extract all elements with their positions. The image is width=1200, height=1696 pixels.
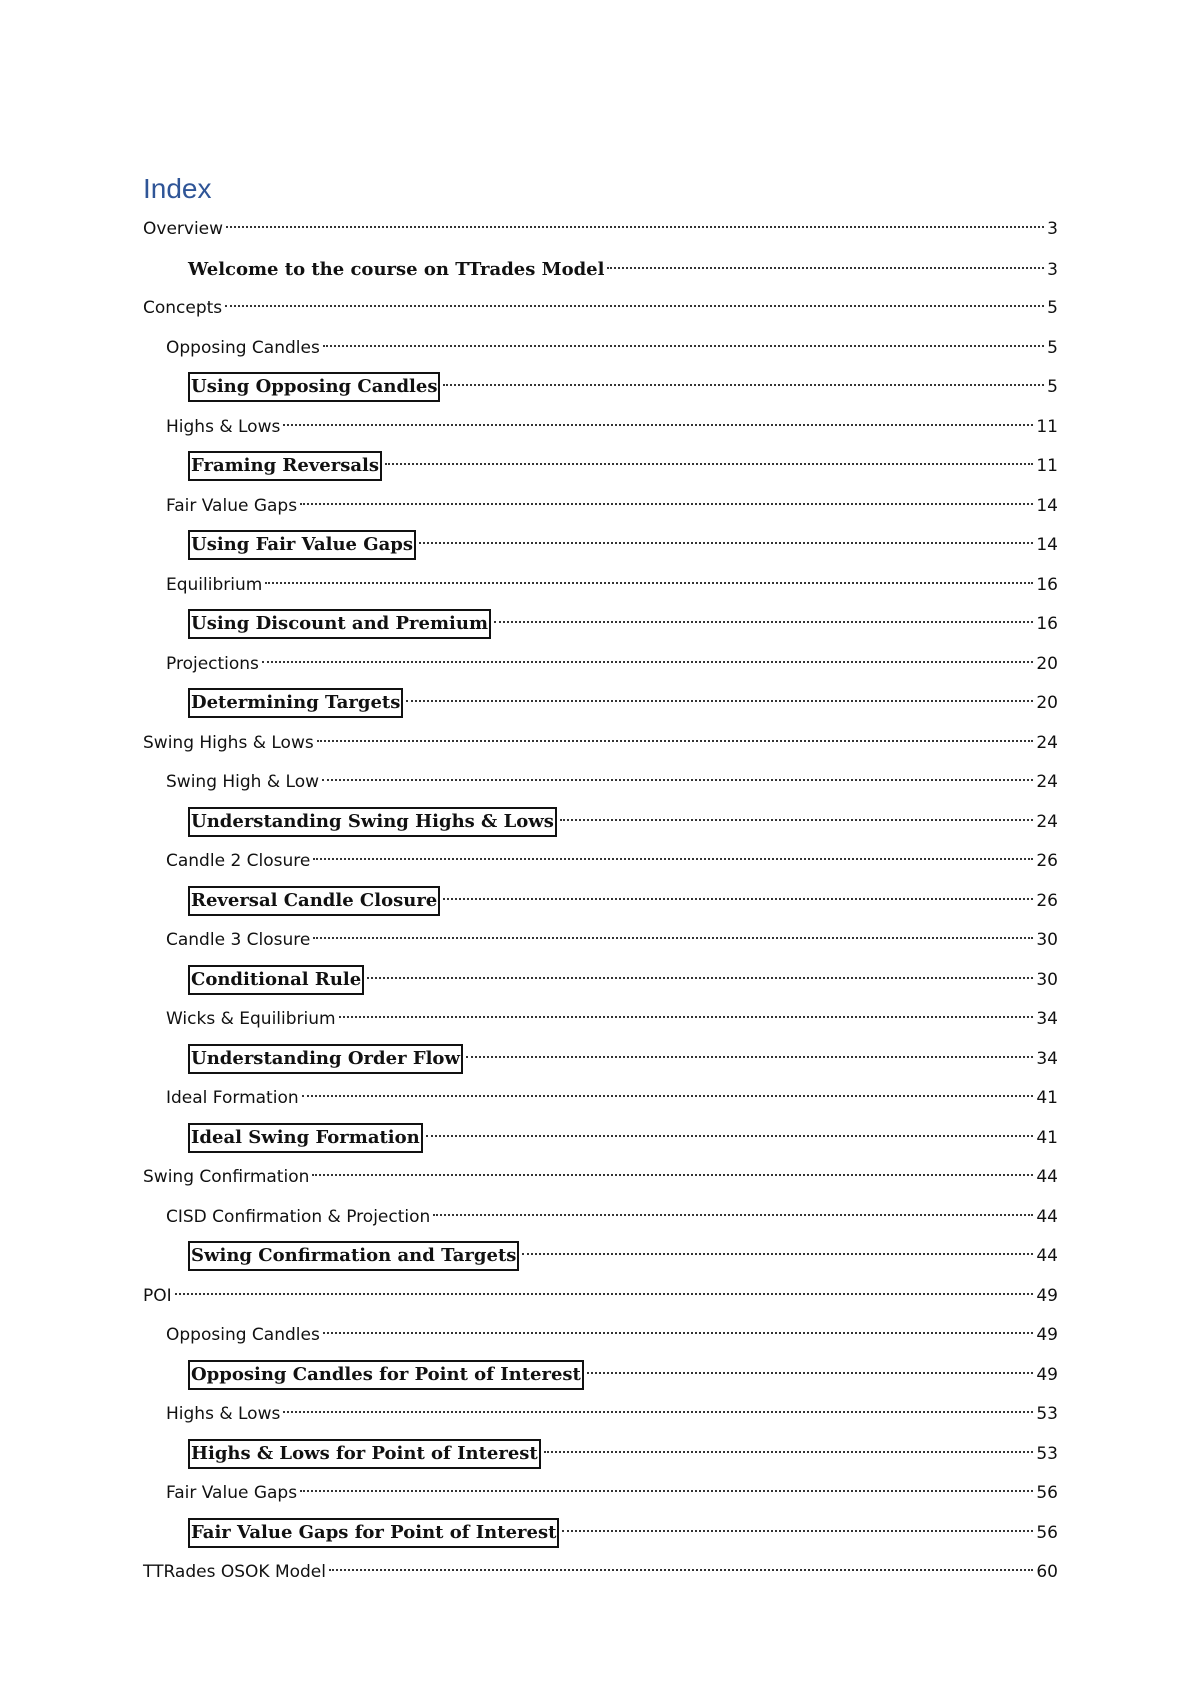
toc-entry-label[interactable]: Highs & Lows for Point of Interest <box>188 1439 541 1469</box>
toc-page-number: 20 <box>1036 653 1058 674</box>
toc-page-number: 5 <box>1047 337 1058 358</box>
toc-entry-label[interactable]: Opposing Candles <box>166 1325 320 1345</box>
toc-entry[interactable] <box>143 408 1058 448</box>
toc-dot-leader <box>265 582 1033 584</box>
toc-dot-leader <box>367 977 1033 979</box>
toc-page-number: 3 <box>1047 259 1058 280</box>
toc-entry-label[interactable]: Framing Reversals <box>188 451 382 481</box>
toc-page-number: 14 <box>1036 535 1058 555</box>
toc-dot-leader <box>262 661 1033 663</box>
table-of-contents <box>143 210 1058 1593</box>
toc-entry-label[interactable]: Equilibrium <box>166 574 263 595</box>
toc-entry[interactable] <box>143 1277 1058 1317</box>
toc-page-number: 11 <box>1036 456 1058 476</box>
page-title: Index <box>143 173 212 204</box>
toc-dot-leader <box>323 345 1044 347</box>
toc-entry[interactable] <box>143 1514 1058 1554</box>
document-page <box>143 170 1058 1593</box>
toc-page-number: 49 <box>1036 1285 1058 1306</box>
toc-entry[interactable] <box>143 803 1058 843</box>
toc-page-number: 41 <box>1036 1127 1058 1148</box>
toc-dot-leader <box>562 1530 1033 1532</box>
toc-page-number: 53 <box>1036 1404 1058 1424</box>
toc-dot-leader <box>175 1293 1034 1295</box>
toc-entry-label[interactable]: Using Discount and Premium <box>188 609 491 639</box>
toc-dot-leader <box>339 1016 1034 1018</box>
toc-page-number: 60 <box>1036 1562 1058 1582</box>
toc-page-number: 44 <box>1036 1206 1058 1227</box>
toc-page-number: 24 <box>1036 811 1058 832</box>
toc-page-number: 3 <box>1047 219 1058 239</box>
toc-entry[interactable] <box>143 842 1058 882</box>
toc-entry-label[interactable]: Projections <box>166 653 259 674</box>
toc-entry-label[interactable]: Opposing Candles for Point of Interest <box>188 1360 584 1390</box>
toc-page-number: 56 <box>1036 1483 1058 1503</box>
toc-dot-leader <box>406 700 1033 702</box>
toc-entry[interactable] <box>143 1435 1058 1475</box>
toc-entry[interactable] <box>143 210 1058 250</box>
toc-page-number: 34 <box>1036 1009 1058 1029</box>
toc-page-number: 16 <box>1036 574 1058 595</box>
toc-entry[interactable] <box>143 1119 1058 1159</box>
toc-entry-label[interactable]: Swing Confirmation and Targets <box>188 1241 519 1271</box>
toc-entry[interactable] <box>143 329 1058 369</box>
toc-entry-label[interactable]: Highs & Lows <box>166 416 281 437</box>
toc-dot-leader <box>226 226 1044 228</box>
toc-entry-label[interactable]: Fair Value Gaps for Point of Interest <box>188 1518 559 1548</box>
toc-page-number: 20 <box>1036 693 1058 713</box>
toc-entry[interactable] <box>143 1356 1058 1396</box>
toc-page-number: 30 <box>1036 969 1058 990</box>
toc-entry-label[interactable]: Concepts <box>143 298 223 318</box>
toc-dot-leader <box>466 1056 1033 1058</box>
toc-page-number: 53 <box>1036 1443 1058 1464</box>
toc-dot-leader <box>426 1135 1034 1137</box>
toc-dot-leader <box>544 1451 1034 1453</box>
toc-dot-leader <box>317 740 1034 742</box>
toc-entry[interactable] <box>143 1474 1058 1514</box>
toc-entry-label[interactable]: Welcome to the course on TTrades Model <box>188 258 605 280</box>
toc-entry[interactable] <box>143 1000 1058 1040</box>
toc-entry-label[interactable]: Candle 3 Closure <box>166 930 311 950</box>
toc-dot-leader <box>494 621 1033 623</box>
toc-entry-label[interactable]: Swing Confirmation <box>143 1167 310 1187</box>
toc-entry-label[interactable]: Understanding Order Flow <box>188 1044 463 1074</box>
toc-entry-label[interactable]: Overview <box>143 219 224 239</box>
toc-entry[interactable] <box>143 1158 1058 1198</box>
toc-entry[interactable] <box>143 724 1058 764</box>
toc-page-number: 30 <box>1036 930 1058 950</box>
toc-page-number: 5 <box>1047 377 1058 397</box>
toc-dot-leader <box>443 898 1033 900</box>
toc-entry[interactable] <box>143 882 1058 922</box>
toc-dot-leader <box>433 1214 1033 1216</box>
toc-dot-leader <box>300 503 1033 505</box>
toc-page-number: 41 <box>1036 1088 1058 1108</box>
toc-entry[interactable] <box>143 487 1058 527</box>
toc-entry[interactable] <box>143 250 1058 290</box>
toc-entry[interactable] <box>143 1198 1058 1238</box>
toc-page-number: 56 <box>1036 1522 1058 1543</box>
toc-entry-label[interactable]: Candle 2 Closure <box>166 851 311 871</box>
toc-dot-leader <box>607 267 1044 269</box>
toc-page-number: 49 <box>1036 1364 1058 1385</box>
toc-entry[interactable] <box>143 1040 1058 1080</box>
toc-page-number: 11 <box>1036 416 1058 437</box>
toc-entry-label[interactable]: Opposing Candles <box>166 337 320 358</box>
toc-entry[interactable] <box>143 1237 1058 1277</box>
toc-page-number: 26 <box>1036 851 1058 871</box>
toc-entry[interactable] <box>143 961 1058 1001</box>
toc-dot-leader <box>329 1569 1033 1571</box>
toc-entry-label[interactable]: Fair Value Gaps <box>166 495 298 516</box>
toc-entry[interactable] <box>143 763 1058 803</box>
toc-entry[interactable] <box>143 605 1058 645</box>
toc-entry[interactable] <box>143 1395 1058 1435</box>
toc-entry[interactable] <box>143 1316 1058 1356</box>
toc-entry-label[interactable]: Using Opposing Candles <box>188 372 440 402</box>
toc-entry[interactable] <box>143 1553 1058 1593</box>
toc-dot-leader <box>283 424 1033 426</box>
toc-entry[interactable] <box>143 526 1058 566</box>
toc-entry[interactable] <box>143 921 1058 961</box>
toc-dot-leader <box>225 305 1044 307</box>
toc-entry-label[interactable]: Reversal Candle Closure <box>188 886 440 916</box>
toc-page-number: 5 <box>1047 298 1058 318</box>
toc-page-number: 49 <box>1036 1325 1058 1345</box>
toc-entry[interactable] <box>143 368 1058 408</box>
toc-entry-label[interactable]: Wicks & Equilibrium <box>166 1009 336 1029</box>
toc-entry[interactable] <box>143 684 1058 724</box>
toc-page-number: 44 <box>1036 1167 1058 1187</box>
toc-entry-label[interactable]: CISD Confirmation & Projection <box>166 1206 431 1227</box>
toc-page-number: 24 <box>1036 772 1058 792</box>
toc-entry-label[interactable]: Determining Targets <box>188 688 403 718</box>
toc-entry-label[interactable]: TTRades OSOK Model <box>143 1562 326 1582</box>
toc-dot-leader <box>323 1332 1034 1334</box>
toc-dot-leader <box>313 937 1033 939</box>
toc-entry-label[interactable]: Using Fair Value Gaps <box>188 530 416 560</box>
toc-page-number: 24 <box>1036 732 1058 753</box>
toc-entry[interactable] <box>143 566 1058 606</box>
toc-dot-leader <box>322 779 1033 781</box>
toc-entry-label[interactable]: Swing Highs & Lows <box>143 732 314 753</box>
toc-dot-leader <box>385 463 1033 465</box>
toc-dot-leader <box>283 1411 1033 1413</box>
toc-dot-leader <box>302 1095 1034 1097</box>
toc-entry-label[interactable]: Understanding Swing Highs & Lows <box>188 807 557 837</box>
toc-dot-leader <box>560 819 1033 821</box>
toc-dot-leader <box>587 1372 1034 1374</box>
toc-dot-leader <box>312 1174 1033 1176</box>
toc-entry-label[interactable]: Conditional Rule <box>188 965 364 995</box>
toc-page-number: 26 <box>1036 890 1058 911</box>
toc-entry[interactable] <box>143 645 1058 685</box>
toc-entry-label[interactable]: Ideal Formation <box>166 1088 299 1108</box>
toc-dot-leader <box>300 1490 1033 1492</box>
toc-dot-leader <box>419 542 1033 544</box>
toc-entry-label[interactable]: Ideal Swing Formation <box>188 1123 423 1153</box>
toc-page-number: 16 <box>1036 614 1058 634</box>
toc-dot-leader <box>522 1253 1033 1255</box>
toc-entry-label[interactable]: Highs & Lows <box>166 1404 281 1424</box>
toc-entry[interactable] <box>143 1079 1058 1119</box>
toc-entry[interactable] <box>143 447 1058 487</box>
toc-entry-label[interactable]: Swing High & Low <box>166 772 319 792</box>
toc-dot-leader <box>313 858 1033 860</box>
toc-entry-label[interactable]: Fair Value Gaps <box>166 1483 298 1503</box>
toc-entry[interactable] <box>143 289 1058 329</box>
toc-page-number: 34 <box>1036 1048 1058 1069</box>
toc-dot-leader <box>443 384 1044 386</box>
toc-page-number: 14 <box>1036 495 1058 516</box>
toc-page-number: 44 <box>1036 1246 1058 1266</box>
toc-entry-label[interactable]: POI <box>143 1285 172 1306</box>
